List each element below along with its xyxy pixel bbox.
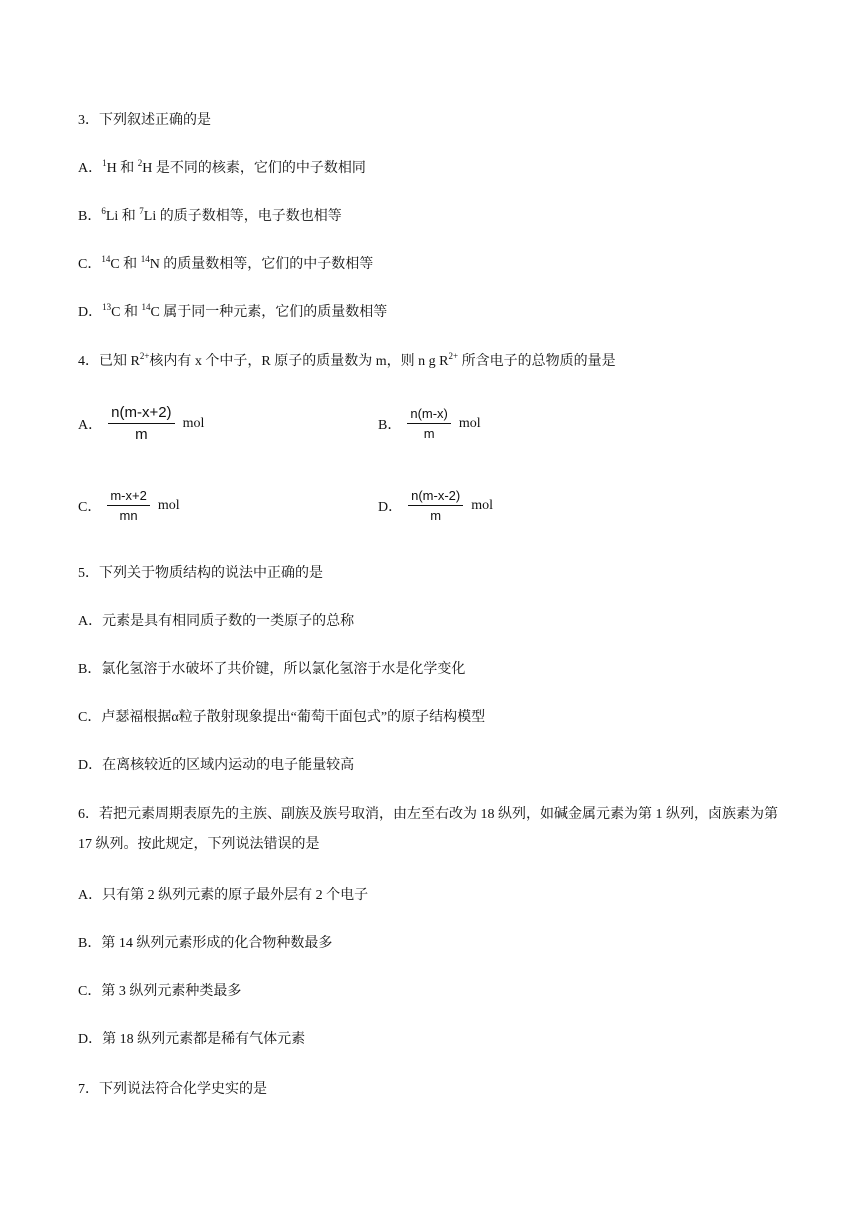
- fraction: [407, 406, 451, 441]
- q6-option-b: B．第 14 纵列元素形成的化合物种数最多: [78, 936, 333, 951]
- superscript: 2+: [139, 351, 150, 361]
- q5-option-b: B．氯化氢溶于水破坏了共价键，所以氯化氢溶于水是化学变化: [78, 662, 466, 677]
- option-text: C 属于同一种元素，它们的质量数相等: [150, 305, 388, 320]
- unit: mol: [157, 497, 180, 513]
- superscript: 14: [141, 302, 151, 312]
- unit: mol: [471, 497, 494, 513]
- superscript: 2+: [448, 351, 459, 361]
- option-prefix: A．: [78, 417, 103, 433]
- option-prefix: D．: [378, 499, 403, 515]
- option-prefix: C．: [78, 499, 102, 515]
- option-text: C 和: [110, 257, 141, 272]
- q4-stem: [78, 352, 616, 372]
- numerator: n(m-x+2): [108, 404, 174, 424]
- q3-option-c: [78, 255, 373, 275]
- option-prefix: C．: [78, 257, 102, 272]
- numerator: m-x+2: [107, 488, 149, 506]
- q5-option-a: A．元素是具有相同质子数的一类原子的总称: [78, 614, 355, 629]
- option-prefix: D．: [78, 305, 103, 320]
- q3-option-b: [78, 207, 342, 227]
- q4-option-a: [78, 404, 204, 443]
- fraction: [408, 488, 463, 523]
- q4-option-c: [78, 488, 180, 523]
- option-text: Li 的质子数相等，电子数也相等: [143, 209, 342, 224]
- option-prefix: B．: [78, 209, 102, 224]
- q4-option-b: [378, 406, 481, 441]
- denominator: m: [423, 426, 435, 441]
- option-prefix: A．: [78, 161, 103, 176]
- denominator: m: [135, 426, 148, 443]
- q5-stem: 5．下列关于物质结构的说法中正确的是: [78, 566, 323, 581]
- option-prefix: B．: [378, 417, 402, 433]
- stem-text: 所含电子的总物质的量是: [458, 354, 616, 369]
- q3-stem: 3．下列叙述正确的是: [78, 113, 211, 128]
- superscript: 6: [101, 206, 106, 216]
- q6-stem: 6．若把元素周期表原先的主族、副族及族号取消，由左至右改为 18 纵列，如碱金属元素为第 1 纵列，卤族素为第 17 纵列。按此规定，下列说法错误的是: [78, 807, 778, 852]
- option-text: H 和: [106, 161, 138, 176]
- q5-option-c: C．卢瑟福根据α粒子散射现象提出“葡萄干面包式”的原子结构模型: [78, 710, 486, 725]
- q5-option-d: D．在离核较近的区域内运动的电子能量较高: [78, 758, 355, 773]
- q6-option-a: A．只有第 2 纵列元素的原子最外层有 2 个电子: [78, 888, 369, 903]
- option-text: H 是不同的核素，它们的中子数相同: [142, 161, 366, 176]
- superscript: 1: [102, 158, 107, 168]
- q7-stem: 7．下列说法符合化学史实的是: [78, 1082, 267, 1097]
- fraction: [108, 404, 174, 443]
- q6-option-c: C．第 3 纵列元素种类最多: [78, 984, 242, 999]
- denominator: mn: [119, 508, 138, 523]
- fraction: [107, 488, 149, 523]
- unit: mol: [182, 415, 205, 431]
- superscript: 13: [102, 302, 112, 312]
- numerator: n(m-x-2): [408, 488, 463, 506]
- q4-option-d: [378, 488, 493, 523]
- superscript: 7: [139, 206, 144, 216]
- option-text: Li 和: [105, 209, 140, 224]
- stem-text: 4．已知 R: [78, 354, 140, 369]
- q3-option-d: [78, 303, 387, 323]
- option-text: N 的质量数相等，它们的中子数相等: [149, 257, 374, 272]
- superscript: 14: [140, 254, 150, 264]
- q3-option-a: [78, 159, 366, 179]
- stem-text: 核内有 x 个中子，R 原子的质量数为 m，则 n g R: [149, 354, 449, 369]
- superscript: 14: [101, 254, 111, 264]
- superscript: 2: [137, 158, 143, 168]
- denominator: m: [430, 508, 442, 523]
- q6-option-d: D．第 18 纵列元素都是稀有气体元素: [78, 1032, 306, 1047]
- numerator: n(m-x): [407, 406, 451, 424]
- option-text: C 和: [111, 305, 142, 320]
- unit: mol: [458, 415, 481, 431]
